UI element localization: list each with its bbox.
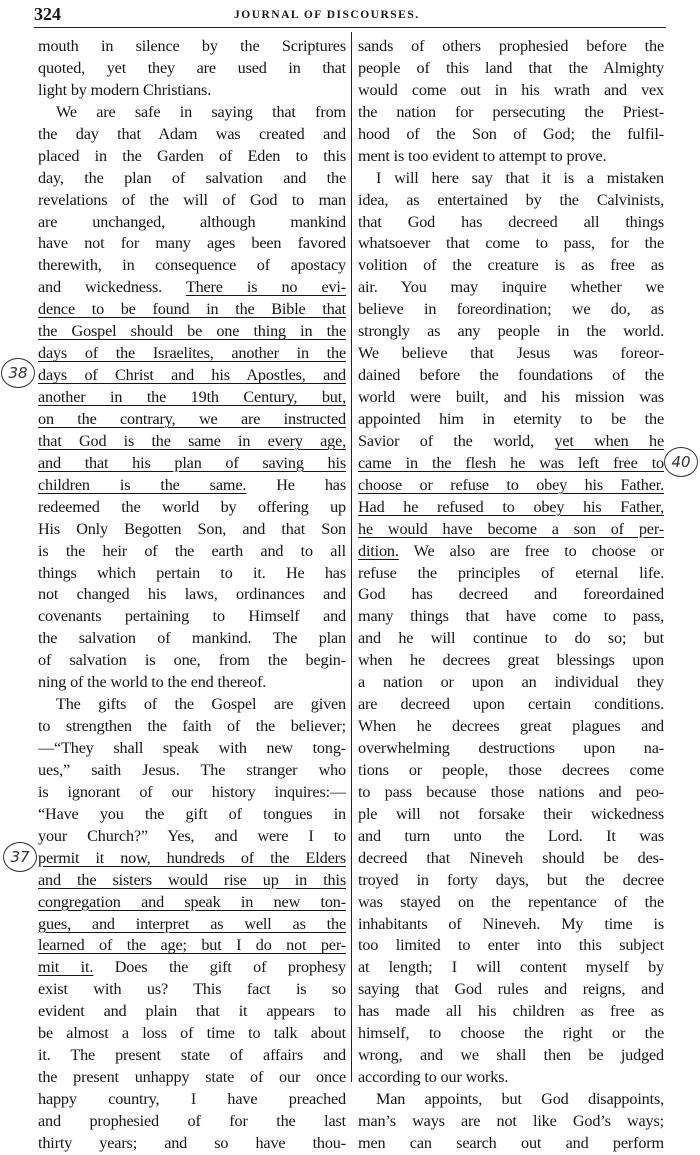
text-line: [358, 541, 664, 563]
line-text: be almost a loss of time to talk about: [38, 1024, 346, 1043]
line-text: ues,” saith Jesus. The stranger who: [38, 760, 346, 779]
underlined-text: mit it.: [38, 958, 94, 977]
text-line: [358, 233, 664, 255]
line-text: your Church?” Yes, and were I to: [38, 826, 346, 845]
text-line: [358, 563, 664, 585]
underlined-text: another in the 19th Century, but,: [38, 388, 346, 406]
text-line: [358, 255, 664, 277]
line-text: is the heir of the earth and to all: [38, 541, 346, 560]
text-line: [38, 606, 346, 628]
text-line: [38, 255, 346, 277]
line-text: the day that Adam was created and: [38, 124, 346, 143]
line-text: are unchanged, although mankind: [38, 212, 346, 231]
line-text: and turn unto the Lord. It was: [358, 826, 664, 845]
text-line: [38, 650, 346, 672]
text-line: [358, 102, 664, 124]
text-line: [38, 365, 346, 387]
text-line: [358, 979, 664, 1001]
text-line: [38, 343, 346, 365]
line-text: The gifts of the Gospel are given: [56, 695, 346, 714]
text-line: [38, 1089, 346, 1111]
line-text: that God has decreed all things: [358, 212, 664, 231]
text-line: [38, 387, 346, 409]
line-text: overwhelming destructions upon na-: [358, 739, 664, 757]
text-line: [358, 848, 664, 870]
line-text: evident and plain that it appears to: [38, 1002, 346, 1021]
line-text: His Only Begotten Son, and that Son: [38, 519, 346, 538]
text-line: [358, 124, 664, 146]
line-text: many things that have come to pass,: [358, 607, 664, 626]
underlined-text: on the contrary, we are instructed: [38, 409, 346, 428]
text-line: [358, 694, 664, 716]
text-line: [358, 584, 664, 606]
text-line: [358, 146, 664, 168]
line-text: a nation or upon an individual they: [358, 673, 664, 692]
line-text: have not for many ages been favored: [38, 234, 346, 253]
line-text: the present unhappy state of our once: [38, 1068, 346, 1087]
text-line: [38, 1045, 346, 1067]
line-text: quoted, yet they are used in that: [38, 58, 346, 77]
line-text: ment is too evident to attempt to prove.: [358, 146, 607, 165]
line-text: whatsoever that come to pass, for the: [358, 234, 664, 253]
text-line: [358, 826, 664, 848]
text-line: [38, 563, 346, 585]
text-line: [358, 321, 664, 343]
underlined-text: that God is the same in every age,: [38, 431, 346, 450]
line-text: wrong, and we shall then be judged: [358, 1046, 664, 1065]
text-line: [358, 1001, 664, 1023]
text-line: [358, 212, 664, 234]
text-line: [358, 475, 664, 497]
line-text: decreed that Nineveh should be des-: [358, 848, 664, 867]
text-line: [358, 957, 664, 979]
text-line: [38, 892, 346, 914]
text-line: [358, 628, 664, 650]
line-text: the salvation of mankind. The plan: [38, 629, 346, 648]
text-line: [38, 914, 346, 936]
line-text: refuse the principles of eternal life.: [358, 563, 664, 582]
text-line: [38, 212, 346, 234]
text-line: [38, 475, 346, 497]
text-line: [358, 672, 664, 694]
text-line: [358, 1023, 664, 1045]
text-line: [358, 1067, 664, 1089]
line-text: “Have you the gift of tongues in: [38, 804, 346, 823]
line-text: would come out in his wrath and vex: [358, 80, 664, 99]
line-text: I will here say that it is a mistaken: [376, 168, 664, 187]
text-line: [358, 58, 664, 80]
line-text: to strengthen the faith of the believer;: [38, 717, 346, 736]
page-header: [34, 4, 664, 26]
line-text: light by modern Christians.: [38, 80, 212, 99]
text-line: [358, 716, 664, 738]
margin-note-40: 40: [664, 447, 698, 477]
line-text: and wickedness.: [38, 278, 163, 297]
line-text: at length; I will content myself by: [358, 958, 664, 977]
text-line: [38, 453, 346, 475]
text-line: [358, 80, 664, 102]
text-line: [38, 957, 346, 979]
text-line: [358, 519, 664, 541]
text-line: [358, 168, 664, 190]
underlined-text: dence to be found in the Bible that: [38, 300, 346, 319]
text-line: [358, 190, 664, 212]
line-text: it. The present state of affairs and: [38, 1046, 346, 1065]
text-line: [358, 1045, 664, 1067]
line-text: ple will not forsake their wickedness: [358, 804, 664, 823]
text-line: [38, 935, 346, 957]
underlined-text: Had he refused to obey his Father,: [358, 497, 664, 516]
underlined-text: and the sisters would rise up in this: [38, 870, 346, 889]
text-line: [38, 1133, 346, 1155]
text-line: [358, 1089, 664, 1111]
line-text: people of this land that the Almighty: [358, 58, 664, 77]
text-line: [358, 343, 664, 365]
text-line: [38, 36, 346, 58]
text-line: [358, 738, 664, 760]
underlined-text: permit it now, hundreds of the Elders: [38, 848, 346, 867]
text-line: [38, 694, 346, 716]
line-text: hood of the Son of God; the fulfil-: [358, 124, 664, 143]
text-line: [358, 804, 664, 826]
line-text: too limited to enter into this subject: [358, 936, 664, 955]
underlined-text: children is the same.: [38, 475, 247, 494]
underlined-text: and that his plan of saving his: [38, 453, 346, 472]
line-text: and he will continue to do so; but: [358, 629, 664, 648]
line-text: covenants pertaining to Himself and: [38, 607, 346, 626]
line-text: We are safe in saying that from: [56, 102, 346, 121]
text-line: [38, 541, 346, 563]
text-line: [38, 321, 346, 343]
text-line: [38, 1023, 346, 1045]
line-text: believe in foreordination; we do, as: [358, 300, 664, 319]
line-text: air. You may inquire whether we: [358, 278, 664, 297]
text-line: [358, 1111, 664, 1133]
underlined-text: There is no evi-: [185, 278, 346, 297]
text-line: [358, 277, 664, 299]
text-line: [38, 277, 346, 299]
underlined-text: he would have become a son of per-: [358, 519, 664, 538]
text-line: [38, 146, 346, 168]
text-line: [38, 431, 346, 453]
text-line: [38, 1111, 346, 1133]
line-text: and prophesied of for the last: [38, 1111, 346, 1130]
margin-note-37: 37: [3, 842, 37, 872]
running-title: JOURNAL OF DISCOURSES.: [234, 9, 420, 21]
margin-note-38: 38: [1, 358, 35, 388]
line-text: dained before the foundations of the: [358, 366, 664, 385]
text-line: [358, 409, 664, 431]
text-line: [358, 870, 664, 892]
column-divider: [351, 32, 352, 1082]
text-line: [38, 1067, 346, 1089]
line-text: according to our works.: [358, 1068, 509, 1087]
line-text: day, the plan of salvation and the: [38, 168, 346, 187]
text-line: [358, 1133, 664, 1155]
text-line: [38, 979, 346, 1001]
text-line: [38, 519, 346, 541]
text-line: [358, 387, 664, 409]
underlined-text: gues, and interpret as well as the: [38, 914, 346, 933]
line-text: man’s ways are not like God’s ways;: [358, 1111, 664, 1130]
text-line: [38, 716, 346, 738]
line-text: volition of the creature is as free as: [358, 256, 664, 275]
text-line: [38, 782, 346, 804]
text-line: [38, 58, 346, 80]
line-text: to pass because those nations and peo-: [358, 782, 664, 801]
text-line: [358, 914, 664, 936]
line-text: idea, as entertained by the Calvinists,: [358, 190, 664, 209]
line-text: strongly as any people in the world.: [358, 322, 664, 341]
text-line: [38, 804, 346, 826]
text-line: [358, 365, 664, 387]
line-text: placed in the Garden of Eden to this: [38, 146, 346, 165]
line-text: the nation for persecuting the Priest-: [358, 102, 664, 121]
line-text: Man appoints, but God disappoints,: [376, 1090, 664, 1108]
text-line: [358, 431, 664, 453]
line-text: inhabitants of Nineveh. My time is: [358, 914, 664, 933]
line-text: Savior of the world,: [358, 431, 534, 450]
left-column: [38, 36, 346, 1155]
text-line: [358, 606, 664, 628]
text-line: [38, 738, 346, 760]
text-line: [38, 497, 346, 519]
text-line: [38, 1001, 346, 1023]
line-text: are decreed upon certain conditions.: [358, 695, 664, 714]
text-line: [38, 826, 346, 848]
text-line: [38, 190, 346, 212]
line-text: saying that God rules and reigns, and: [358, 980, 664, 999]
underlined-text: choose or refuse to obey his Father.: [358, 475, 664, 494]
line-text: men can search out and perform: [358, 1133, 664, 1152]
text-line: [38, 124, 346, 146]
text-line: [38, 299, 346, 321]
line-text: sands of others prophesied before the: [358, 37, 664, 55]
line-text: therewith, in consequence of apostacy: [38, 256, 346, 275]
line-text: redeemed the world by offering up: [38, 497, 346, 516]
underlined-text: came in the flesh he was left free to: [358, 453, 664, 472]
underlined-text: days of Christ and his Apostles, and: [38, 366, 346, 385]
line-text: —“They shall speak with new tong-: [38, 739, 346, 757]
line-text: thirty years; and so have thou-: [38, 1133, 346, 1152]
text-line: [358, 935, 664, 957]
line-text: was stayed on the repentance of the: [358, 892, 664, 911]
text-line: [38, 672, 346, 694]
text-line: [38, 233, 346, 255]
line-text: not changed his laws, ordinances and: [38, 585, 346, 604]
line-text: When he decrees great plagues and: [358, 717, 664, 736]
text-line: [38, 628, 346, 650]
text-line: [38, 584, 346, 606]
line-text: himself, to choose the right or the: [358, 1024, 664, 1043]
line-text: Does the gift of prophesy: [114, 958, 346, 977]
text-line: [358, 892, 664, 914]
line-text: is ignorant of our history inquires:—: [38, 782, 346, 801]
line-text: God has decreed and foreordained: [358, 585, 664, 604]
text-line: [38, 80, 346, 102]
text-line: [38, 848, 346, 870]
text-line: [358, 299, 664, 321]
text-line: [38, 102, 346, 124]
underlined-text: days of the Israelites, another in the: [38, 344, 346, 363]
text-line: [358, 36, 664, 58]
text-line: [38, 409, 346, 431]
line-text: mouth in silence by the Scriptures: [38, 37, 346, 55]
page-number: 324: [34, 4, 61, 24]
text-line: [358, 760, 664, 782]
underlined-text: dition.: [358, 541, 399, 560]
line-text: tions or people, those decrees come: [358, 760, 664, 779]
line-text: He has: [276, 475, 346, 494]
text-line: [358, 497, 664, 519]
line-text: when he decrees great blessings upon: [358, 651, 664, 670]
underlined-text: learned of the age; but I do not per-: [38, 936, 346, 955]
header-rule: [34, 27, 666, 28]
text-line: [38, 760, 346, 782]
text-line: [38, 870, 346, 892]
line-text: of salvation is one, from the begin-: [38, 651, 346, 670]
line-text: happy country, I have preached: [38, 1090, 346, 1108]
line-text: exist with us? This fact is so: [38, 980, 346, 999]
underlined-text: yet when he: [554, 431, 664, 450]
line-text: troyed in forty days, but the decree: [358, 870, 664, 889]
line-text: has made all his children as free as: [358, 1002, 664, 1021]
text-line: [358, 782, 664, 804]
line-text: revelations of the will of God to man: [38, 190, 346, 209]
line-text: We believe that Jesus was foreor-: [358, 344, 664, 363]
line-text: We also are free to choose or: [413, 541, 664, 560]
line-text: world were built, and his mission was: [358, 388, 664, 406]
text-line: [358, 650, 664, 672]
line-text: things which pertain to it. He has: [38, 563, 346, 582]
text-line: [358, 453, 664, 475]
right-column: [358, 36, 664, 1155]
line-text: ning of the world to the end thereof.: [38, 673, 267, 692]
text-line: [38, 168, 346, 190]
underlined-text: congregation and speak in new ton-: [38, 892, 346, 911]
line-text: appointed him in eternity to be the: [358, 409, 664, 428]
underlined-text: the Gospel should be one thing in the: [38, 322, 346, 341]
